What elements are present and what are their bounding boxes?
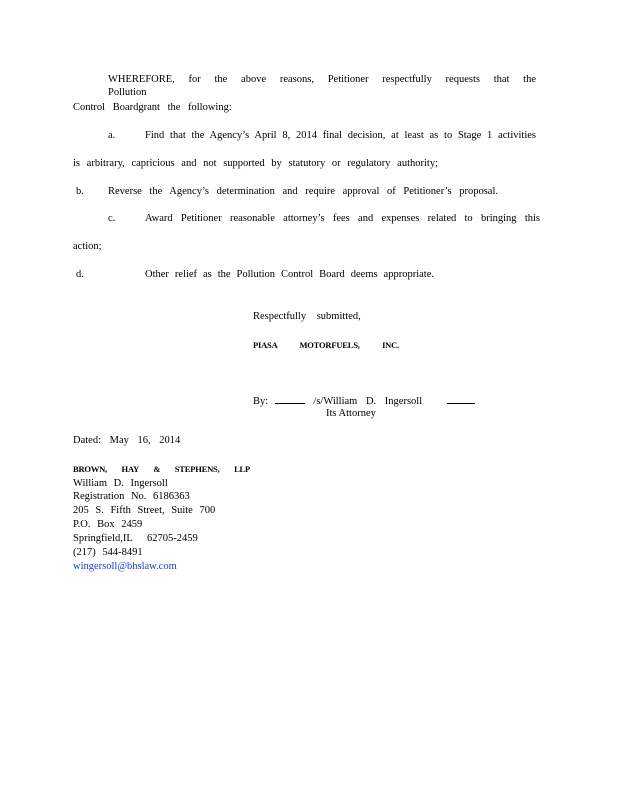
prayer-opening-line-1: WHEREFORE, for the above reasons, Petitioner respectfully requests that the Pollution	[108, 74, 536, 98]
item-a-line-2: is arbitrary, capricious and not supported by statutory or regulatory authority;	[73, 158, 438, 169]
by-label: By:	[253, 396, 269, 407]
item-a-letter: a.	[108, 130, 116, 141]
counsel-email-link[interactable]: wingersoll@bhslaw.com	[73, 561, 177, 572]
company-name: PIASA MOTORFUELS, INC.	[253, 340, 399, 350]
item-d-text: Other relief as the Pollution Control Board deems appropriate.	[145, 269, 434, 280]
item-d-letter: d.	[76, 269, 84, 280]
by-line	[253, 393, 475, 408]
signature-blank-left	[275, 393, 305, 404]
item-b-text: Reverse the Agency’s determination and require approval of Petitioner’s proposal.	[108, 186, 498, 197]
signer-title: Its Attorney	[326, 408, 376, 419]
counsel-phone: (217) 544-8491	[73, 547, 143, 558]
dated-line: Dated: May 16, 2014	[73, 435, 181, 446]
item-a-line-1: Find that the Agency’s April 8, 2014 final decision, at least as to Stage 1 activities	[145, 130, 536, 141]
signature-blank-right	[447, 393, 475, 404]
counsel-city: Springfield,IL 62705-2459	[73, 533, 198, 544]
counsel-registration: Registration No. 6186363	[73, 491, 190, 502]
item-c-line-1: Award Petitioner reasonable attorney’s fees and expenses related to bringing this	[145, 213, 540, 224]
closing-text: Respectfully submitted,	[253, 311, 361, 322]
item-c-line-2: action;	[73, 241, 102, 252]
firm-name: BROWN, HAY & STEPHENS, LLP	[73, 464, 250, 474]
signer-name: /s/William D. Ingersoll	[313, 396, 423, 407]
item-c-letter: c.	[108, 213, 116, 224]
counsel-address-1: 205 S. Fifth Street, Suite 700	[73, 505, 216, 516]
prayer-opening-line-2: Control Boardgrant the following:	[73, 102, 232, 113]
item-b-letter: b.	[76, 186, 84, 197]
counsel-name: William D. Ingersoll	[73, 478, 168, 489]
counsel-address-2: P.O. Box 2459	[73, 519, 143, 530]
